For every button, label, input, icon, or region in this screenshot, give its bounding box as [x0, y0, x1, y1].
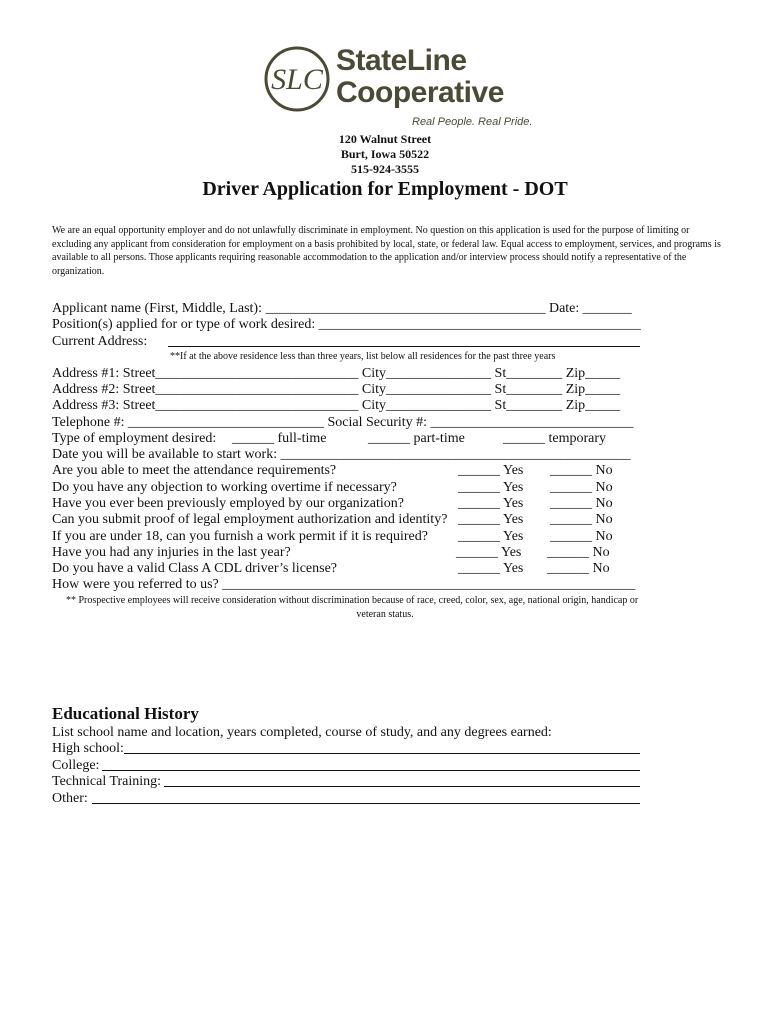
no-option[interactable]: ______ No	[550, 496, 613, 511]
slc-monogram-icon	[262, 44, 332, 114]
other-education-field[interactable]	[92, 803, 640, 804]
disclaimer-line1: ** Prospective employees will receive consideration without discrimination because of race, creed, color, sex, age, national origin, handicap or	[66, 595, 639, 606]
question-text: If you are under 18, can you furnish a work permit if it is required?	[52, 529, 428, 544]
no-option[interactable]: ______ No	[547, 545, 610, 560]
no-option[interactable]: ______ No	[550, 512, 613, 527]
residence-note: **If at the above residence less than three years, list below all residences for the past three years	[170, 351, 556, 362]
brand-name-line1: StateLine	[336, 44, 467, 77]
no-option[interactable]: ______ No	[550, 529, 613, 544]
current-address-label: Current Address:	[52, 334, 148, 349]
yes-option[interactable]: ______ Yes	[458, 463, 524, 478]
intro-paragraph: We are an equal opportunity employer and do not unlawfully discriminate in employment. No question on this application is used for the purpose of limiting or excluding any applicant from consideration for employment on a basis prohibited by local, state, or federal law. Equal access to employment, services, and programs is available to all persons. Those applicants requiring reasonable accommodation to the application and/or interview process should notify a representative of the organization.	[52, 225, 721, 277]
question-text: Do you have any objection to working overtime if necessary?	[52, 480, 397, 495]
page-title: Driver Application for Employment - DOT	[202, 178, 568, 200]
disclaimer-line2: veteran status.	[356, 609, 414, 620]
position-field[interactable]: Position(s) applied for or type of work desired: ______________________________________________	[52, 317, 641, 332]
question-text: Are you able to meet the attendance requirements?	[52, 463, 337, 478]
question-text: Have you had any injuries in the last year?	[52, 545, 291, 560]
company-logo	[260, 42, 533, 132]
high-school-field[interactable]	[124, 753, 640, 754]
telephone-field[interactable]: Telephone #: ____________________________ Social Security #: _____________________________	[52, 415, 634, 430]
education-instructions: List school name and location, years completed, course of study, and any degrees earned:	[52, 725, 552, 740]
yes-option[interactable]: ______ Yes	[456, 545, 522, 560]
yes-option[interactable]: ______ Yes	[458, 512, 524, 527]
technical-training-label: Technical Training:	[52, 774, 162, 789]
part-time-option[interactable]: ______ part-time	[368, 431, 465, 446]
employment-type-label: Type of employment desired:	[52, 431, 217, 446]
brand-name-line2: Cooperative	[336, 76, 504, 109]
question-text: Do you have a valid Class A CDL driver’s license?	[52, 561, 337, 576]
brand-tagline: Real People. Real Pride.	[412, 116, 533, 128]
applicant-name-field[interactable]: Applicant name (First, Middle, Last): ________________________________________ Date: _______	[52, 301, 632, 316]
yes-option[interactable]: ______ Yes	[458, 480, 524, 495]
other-education-label: Other:	[52, 791, 88, 806]
yes-option[interactable]: ______ Yes	[458, 561, 524, 576]
address2-field[interactable]: Address #2: Street_____________________________ City_______________ St________ Zip_____	[52, 382, 621, 397]
address-city: Burt, Iowa 50522	[340, 147, 430, 161]
education-heading: Educational History	[52, 704, 199, 723]
college-label: College:	[52, 758, 100, 773]
technical-training-field[interactable]	[164, 786, 640, 787]
address-street: 120 Walnut Street	[338, 132, 432, 146]
temporary-option[interactable]: ______ temporary	[503, 431, 607, 446]
referral-field[interactable]: How were you referred to us? ___________________________________________________________	[52, 577, 636, 592]
yes-option[interactable]: ______ Yes	[458, 529, 524, 544]
full-time-option[interactable]: ______ full-time	[232, 431, 327, 446]
address3-field[interactable]: Address #3: Street_____________________________ City_______________ St________ Zip_____	[52, 398, 621, 413]
svg-text:SLC: SLC	[271, 63, 323, 96]
no-option[interactable]: ______ No	[547, 561, 610, 576]
current-address-field[interactable]	[168, 346, 640, 347]
question-text: Can you submit proof of legal employment authorization and identity?	[52, 512, 448, 527]
address-phone: 515-924-3555	[351, 162, 419, 176]
question-text: Have you ever been previously employed by our organization?	[52, 496, 404, 511]
high-school-label: High school:	[52, 741, 124, 756]
no-option[interactable]: ______ No	[550, 463, 613, 478]
address1-field[interactable]: Address #1: Street_____________________________ City_______________ St________ Zip_____	[52, 366, 621, 381]
start-date-field[interactable]: Date you will be available to start work: __________________________________________________	[52, 447, 631, 462]
college-field[interactable]	[102, 770, 640, 771]
no-option[interactable]: ______ No	[550, 480, 613, 495]
yes-option[interactable]: ______ Yes	[458, 496, 524, 511]
